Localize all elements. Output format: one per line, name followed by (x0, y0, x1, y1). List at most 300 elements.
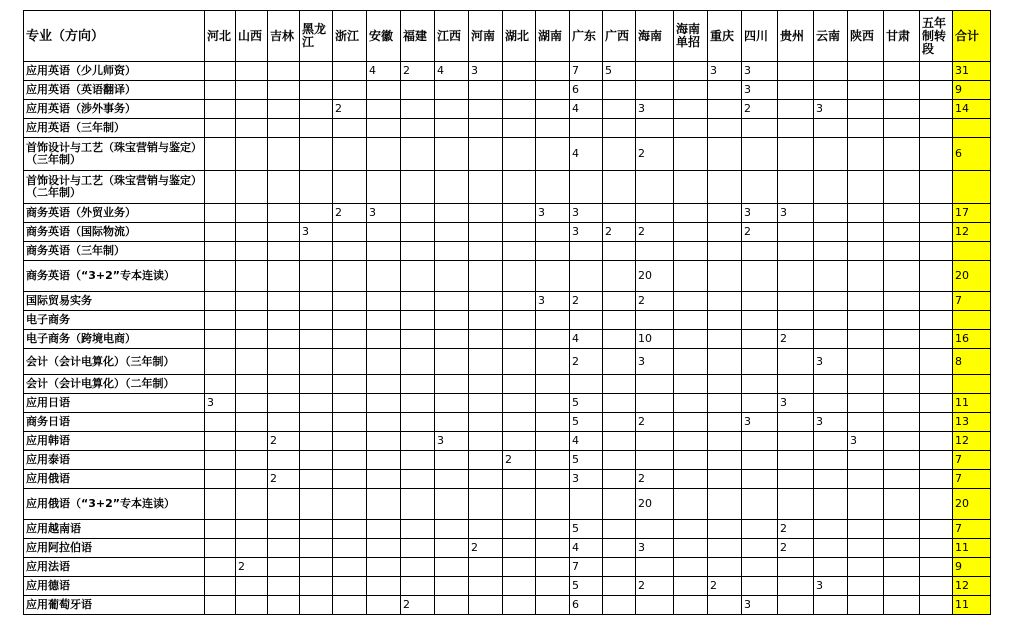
count-cell[interactable] (367, 489, 401, 520)
count-cell[interactable] (236, 138, 268, 171)
count-cell[interactable] (435, 451, 469, 470)
count-cell[interactable] (205, 520, 236, 539)
count-cell[interactable] (333, 520, 367, 539)
count-cell[interactable] (920, 432, 953, 451)
count-cell[interactable]: 3 (742, 413, 778, 432)
count-cell[interactable] (469, 520, 503, 539)
count-cell[interactable] (814, 223, 848, 242)
total-cell[interactable]: 17 (953, 204, 991, 223)
count-cell[interactable] (674, 62, 708, 81)
major-cell[interactable]: 会计（会计电算化）（二年制） (24, 375, 205, 394)
count-cell[interactable] (205, 558, 236, 577)
total-cell[interactable]: 7 (953, 520, 991, 539)
count-cell[interactable]: 3 (636, 349, 674, 375)
count-cell[interactable] (300, 394, 333, 413)
count-cell[interactable] (367, 81, 401, 100)
count-cell[interactable]: 2 (333, 204, 367, 223)
count-cell[interactable] (920, 119, 953, 138)
count-cell[interactable] (920, 577, 953, 596)
count-cell[interactable] (536, 596, 570, 615)
major-cell[interactable]: 应用葡萄牙语 (24, 596, 205, 615)
count-cell[interactable] (920, 470, 953, 489)
count-cell[interactable] (333, 330, 367, 349)
count-cell[interactable] (401, 292, 435, 311)
count-cell[interactable] (469, 558, 503, 577)
count-cell[interactable] (636, 596, 674, 615)
count-cell[interactable] (848, 62, 884, 81)
major-cell[interactable]: 应用韩语 (24, 432, 205, 451)
count-cell[interactable]: 5 (570, 413, 603, 432)
count-cell[interactable] (435, 349, 469, 375)
count-cell[interactable] (469, 223, 503, 242)
count-cell[interactable] (814, 489, 848, 520)
count-cell[interactable] (469, 577, 503, 596)
count-cell[interactable] (814, 330, 848, 349)
count-cell[interactable] (884, 413, 920, 432)
count-cell[interactable] (848, 520, 884, 539)
count-cell[interactable] (603, 81, 636, 100)
count-cell[interactable] (205, 489, 236, 520)
count-cell[interactable] (708, 138, 742, 171)
count-cell[interactable]: 5 (570, 451, 603, 470)
count-cell[interactable] (367, 223, 401, 242)
total-cell[interactable]: 31 (953, 62, 991, 81)
count-cell[interactable] (503, 432, 536, 451)
count-cell[interactable] (742, 261, 778, 292)
count-cell[interactable] (603, 119, 636, 138)
count-cell[interactable] (300, 171, 333, 204)
count-cell[interactable] (920, 261, 953, 292)
count-cell[interactable] (367, 349, 401, 375)
count-cell[interactable]: 5 (603, 62, 636, 81)
count-cell[interactable] (435, 100, 469, 119)
count-cell[interactable] (884, 349, 920, 375)
count-cell[interactable] (333, 349, 367, 375)
count-cell[interactable] (300, 62, 333, 81)
header-province[interactable]: 河南 (469, 11, 503, 62)
count-cell[interactable] (236, 330, 268, 349)
count-cell[interactable] (536, 349, 570, 375)
count-cell[interactable] (503, 100, 536, 119)
major-cell[interactable]: 会计（会计电算化）（三年制） (24, 349, 205, 375)
count-cell[interactable] (333, 223, 367, 242)
count-cell[interactable] (367, 558, 401, 577)
count-cell[interactable]: 3 (570, 470, 603, 489)
count-cell[interactable]: 3 (536, 204, 570, 223)
count-cell[interactable] (300, 100, 333, 119)
count-cell[interactable]: 7 (570, 62, 603, 81)
count-cell[interactable] (674, 375, 708, 394)
count-cell[interactable] (205, 413, 236, 432)
count-cell[interactable] (333, 119, 367, 138)
count-cell[interactable] (636, 242, 674, 261)
count-cell[interactable] (848, 119, 884, 138)
count-cell[interactable] (570, 311, 603, 330)
count-cell[interactable] (300, 596, 333, 615)
count-cell[interactable] (333, 596, 367, 615)
count-cell[interactable] (268, 558, 300, 577)
count-cell[interactable] (503, 470, 536, 489)
count-cell[interactable] (300, 489, 333, 520)
count-cell[interactable]: 3 (742, 62, 778, 81)
count-cell[interactable] (236, 242, 268, 261)
count-cell[interactable] (570, 489, 603, 520)
major-cell[interactable]: 商务英语（外贸业务） (24, 204, 205, 223)
count-cell[interactable] (205, 138, 236, 171)
count-cell[interactable] (333, 432, 367, 451)
count-cell[interactable] (674, 242, 708, 261)
major-cell[interactable]: 应用英语（三年制） (24, 119, 205, 138)
count-cell[interactable] (778, 242, 814, 261)
total-cell[interactable] (953, 375, 991, 394)
count-cell[interactable] (300, 138, 333, 171)
count-cell[interactable] (367, 470, 401, 489)
count-cell[interactable] (778, 261, 814, 292)
count-cell[interactable] (603, 596, 636, 615)
count-cell[interactable]: 3 (536, 292, 570, 311)
count-cell[interactable] (236, 596, 268, 615)
count-cell[interactable] (848, 261, 884, 292)
count-cell[interactable] (333, 558, 367, 577)
count-cell[interactable] (300, 558, 333, 577)
count-cell[interactable] (205, 81, 236, 100)
count-cell[interactable] (778, 81, 814, 100)
count-cell[interactable] (205, 349, 236, 375)
count-cell[interactable] (742, 311, 778, 330)
count-cell[interactable]: 2 (401, 596, 435, 615)
major-cell[interactable]: 应用俄语 (24, 470, 205, 489)
count-cell[interactable] (401, 375, 435, 394)
count-cell[interactable] (814, 596, 848, 615)
count-cell[interactable] (401, 470, 435, 489)
count-cell[interactable] (884, 242, 920, 261)
count-cell[interactable] (401, 261, 435, 292)
count-cell[interactable] (300, 349, 333, 375)
count-cell[interactable] (469, 204, 503, 223)
total-cell[interactable]: 12 (953, 432, 991, 451)
count-cell[interactable] (268, 311, 300, 330)
header-province[interactable]: 海南 (636, 11, 674, 62)
count-cell[interactable] (469, 119, 503, 138)
count-cell[interactable] (205, 432, 236, 451)
count-cell[interactable] (268, 394, 300, 413)
count-cell[interactable] (268, 292, 300, 311)
total-cell[interactable]: 9 (953, 558, 991, 577)
total-cell[interactable]: 7 (953, 470, 991, 489)
count-cell[interactable] (503, 171, 536, 204)
count-cell[interactable]: 2 (742, 100, 778, 119)
count-cell[interactable] (205, 292, 236, 311)
count-cell[interactable] (333, 451, 367, 470)
count-cell[interactable] (814, 138, 848, 171)
count-cell[interactable] (435, 520, 469, 539)
count-cell[interactable] (367, 577, 401, 596)
count-cell[interactable] (674, 451, 708, 470)
header-province[interactable]: 吉林 (268, 11, 300, 62)
count-cell[interactable]: 2 (778, 520, 814, 539)
count-cell[interactable]: 2 (636, 413, 674, 432)
count-cell[interactable] (636, 520, 674, 539)
count-cell[interactable] (401, 394, 435, 413)
count-cell[interactable] (367, 375, 401, 394)
count-cell[interactable] (236, 119, 268, 138)
count-cell[interactable] (708, 223, 742, 242)
count-cell[interactable] (268, 577, 300, 596)
count-cell[interactable] (742, 242, 778, 261)
count-cell[interactable] (884, 489, 920, 520)
count-cell[interactable] (920, 539, 953, 558)
header-province[interactable]: 海南单招 (674, 11, 708, 62)
count-cell[interactable] (536, 81, 570, 100)
total-cell[interactable] (953, 242, 991, 261)
count-cell[interactable] (205, 311, 236, 330)
count-cell[interactable] (778, 432, 814, 451)
count-cell[interactable] (814, 470, 848, 489)
count-cell[interactable] (742, 292, 778, 311)
count-cell[interactable]: 4 (570, 539, 603, 558)
count-cell[interactable] (435, 375, 469, 394)
count-cell[interactable] (367, 242, 401, 261)
total-cell[interactable]: 20 (953, 489, 991, 520)
count-cell[interactable] (503, 330, 536, 349)
header-province[interactable]: 福建 (401, 11, 435, 62)
count-cell[interactable] (920, 311, 953, 330)
count-cell[interactable] (814, 119, 848, 138)
count-cell[interactable] (503, 81, 536, 100)
count-cell[interactable] (268, 261, 300, 292)
total-cell[interactable]: 6 (953, 138, 991, 171)
count-cell[interactable] (603, 100, 636, 119)
header-province[interactable]: 陕西 (848, 11, 884, 62)
count-cell[interactable]: 6 (570, 596, 603, 615)
count-cell[interactable] (205, 596, 236, 615)
count-cell[interactable]: 2 (570, 292, 603, 311)
count-cell[interactable] (268, 171, 300, 204)
count-cell[interactable] (333, 292, 367, 311)
count-cell[interactable] (674, 432, 708, 451)
count-cell[interactable] (503, 311, 536, 330)
count-cell[interactable] (367, 261, 401, 292)
count-cell[interactable] (884, 138, 920, 171)
count-cell[interactable] (920, 330, 953, 349)
count-cell[interactable] (503, 558, 536, 577)
header-province[interactable]: 重庆 (708, 11, 742, 62)
header-province[interactable]: 安徽 (367, 11, 401, 62)
count-cell[interactable] (435, 242, 469, 261)
total-cell[interactable] (953, 311, 991, 330)
count-cell[interactable] (884, 119, 920, 138)
count-cell[interactable] (814, 311, 848, 330)
count-cell[interactable]: 3 (469, 62, 503, 81)
count-cell[interactable]: 4 (570, 330, 603, 349)
count-cell[interactable] (469, 375, 503, 394)
count-cell[interactable] (401, 311, 435, 330)
count-cell[interactable] (884, 261, 920, 292)
count-cell[interactable] (708, 292, 742, 311)
count-cell[interactable] (708, 413, 742, 432)
header-province[interactable]: 云南 (814, 11, 848, 62)
count-cell[interactable] (469, 394, 503, 413)
count-cell[interactable] (401, 577, 435, 596)
count-cell[interactable] (778, 223, 814, 242)
count-cell[interactable]: 3 (848, 432, 884, 451)
count-cell[interactable] (435, 261, 469, 292)
count-cell[interactable] (814, 432, 848, 451)
count-cell[interactable] (884, 311, 920, 330)
count-cell[interactable] (333, 394, 367, 413)
count-cell[interactable]: 2 (236, 558, 268, 577)
count-cell[interactable]: 4 (570, 138, 603, 171)
count-cell[interactable] (503, 413, 536, 432)
count-cell[interactable] (848, 470, 884, 489)
count-cell[interactable]: 2 (333, 100, 367, 119)
count-cell[interactable] (503, 223, 536, 242)
count-cell[interactable]: 3 (435, 432, 469, 451)
count-cell[interactable] (236, 62, 268, 81)
count-cell[interactable] (814, 261, 848, 292)
count-cell[interactable] (884, 451, 920, 470)
count-cell[interactable] (814, 520, 848, 539)
count-cell[interactable] (300, 432, 333, 451)
count-cell[interactable] (778, 349, 814, 375)
count-cell[interactable] (708, 349, 742, 375)
count-cell[interactable] (570, 171, 603, 204)
count-cell[interactable] (708, 432, 742, 451)
count-cell[interactable] (920, 451, 953, 470)
count-cell[interactable] (920, 394, 953, 413)
header-province[interactable]: 甘肃 (884, 11, 920, 62)
count-cell[interactable] (920, 62, 953, 81)
count-cell[interactable]: 4 (435, 62, 469, 81)
count-cell[interactable] (570, 261, 603, 292)
count-cell[interactable] (848, 577, 884, 596)
count-cell[interactable] (268, 375, 300, 394)
count-cell[interactable] (674, 261, 708, 292)
count-cell[interactable]: 2 (742, 223, 778, 242)
count-cell[interactable] (536, 242, 570, 261)
count-cell[interactable] (570, 119, 603, 138)
count-cell[interactable] (435, 394, 469, 413)
count-cell[interactable] (920, 413, 953, 432)
count-cell[interactable]: 4 (570, 100, 603, 119)
count-cell[interactable] (603, 489, 636, 520)
count-cell[interactable] (848, 413, 884, 432)
count-cell[interactable] (503, 596, 536, 615)
count-cell[interactable]: 3 (367, 204, 401, 223)
count-cell[interactable]: 2 (636, 470, 674, 489)
count-cell[interactable] (848, 539, 884, 558)
count-cell[interactable] (333, 470, 367, 489)
count-cell[interactable] (435, 311, 469, 330)
major-cell[interactable]: 商务英语（“3+2”专本连读） (24, 261, 205, 292)
count-cell[interactable] (742, 375, 778, 394)
count-cell[interactable] (268, 539, 300, 558)
count-cell[interactable] (268, 596, 300, 615)
header-province[interactable]: 广西 (603, 11, 636, 62)
count-cell[interactable]: 3 (814, 413, 848, 432)
count-cell[interactable] (367, 292, 401, 311)
count-cell[interactable]: 4 (367, 62, 401, 81)
count-cell[interactable] (778, 451, 814, 470)
count-cell[interactable] (300, 539, 333, 558)
count-cell[interactable] (205, 470, 236, 489)
total-cell[interactable]: 9 (953, 81, 991, 100)
count-cell[interactable] (401, 539, 435, 558)
header-province[interactable]: 江西 (435, 11, 469, 62)
count-cell[interactable] (268, 242, 300, 261)
count-cell[interactable] (848, 596, 884, 615)
count-cell[interactable] (674, 596, 708, 615)
count-cell[interactable] (536, 394, 570, 413)
count-cell[interactable] (401, 349, 435, 375)
count-cell[interactable] (708, 558, 742, 577)
count-cell[interactable] (536, 223, 570, 242)
header-province[interactable]: 河北 (205, 11, 236, 62)
count-cell[interactable] (268, 138, 300, 171)
count-cell[interactable] (469, 261, 503, 292)
count-cell[interactable] (333, 261, 367, 292)
count-cell[interactable] (300, 520, 333, 539)
count-cell[interactable] (333, 81, 367, 100)
count-cell[interactable] (742, 470, 778, 489)
count-cell[interactable] (708, 470, 742, 489)
major-cell[interactable]: 应用德语 (24, 577, 205, 596)
header-province[interactable]: 四川 (742, 11, 778, 62)
count-cell[interactable] (708, 100, 742, 119)
count-cell[interactable]: 5 (570, 520, 603, 539)
major-cell[interactable]: 首饰设计与工艺（珠宝营销与鉴定）（三年制） (24, 138, 205, 171)
count-cell[interactable]: 6 (570, 81, 603, 100)
count-cell[interactable] (920, 138, 953, 171)
count-cell[interactable] (536, 62, 570, 81)
count-cell[interactable]: 5 (570, 577, 603, 596)
count-cell[interactable] (920, 292, 953, 311)
major-cell[interactable]: 应用英语（少儿师资） (24, 62, 205, 81)
count-cell[interactable] (884, 432, 920, 451)
count-cell[interactable] (848, 204, 884, 223)
count-cell[interactable] (708, 394, 742, 413)
count-cell[interactable] (603, 311, 636, 330)
count-cell[interactable] (708, 520, 742, 539)
count-cell[interactable] (333, 62, 367, 81)
count-cell[interactable] (536, 119, 570, 138)
count-cell[interactable] (603, 171, 636, 204)
count-cell[interactable]: 3 (814, 577, 848, 596)
count-cell[interactable] (236, 81, 268, 100)
count-cell[interactable] (205, 62, 236, 81)
count-cell[interactable] (674, 81, 708, 100)
count-cell[interactable] (603, 292, 636, 311)
count-cell[interactable] (708, 171, 742, 204)
count-cell[interactable] (884, 577, 920, 596)
count-cell[interactable] (708, 375, 742, 394)
count-cell[interactable] (503, 349, 536, 375)
count-cell[interactable] (920, 242, 953, 261)
count-cell[interactable] (236, 100, 268, 119)
count-cell[interactable] (503, 577, 536, 596)
count-cell[interactable] (814, 171, 848, 204)
count-cell[interactable]: 2 (636, 292, 674, 311)
count-cell[interactable] (236, 223, 268, 242)
total-cell[interactable]: 12 (953, 577, 991, 596)
count-cell[interactable] (503, 539, 536, 558)
count-cell[interactable] (778, 138, 814, 171)
major-cell[interactable]: 应用越南语 (24, 520, 205, 539)
count-cell[interactable] (236, 375, 268, 394)
count-cell[interactable] (778, 577, 814, 596)
count-cell[interactable] (920, 100, 953, 119)
count-cell[interactable]: 2 (503, 451, 536, 470)
